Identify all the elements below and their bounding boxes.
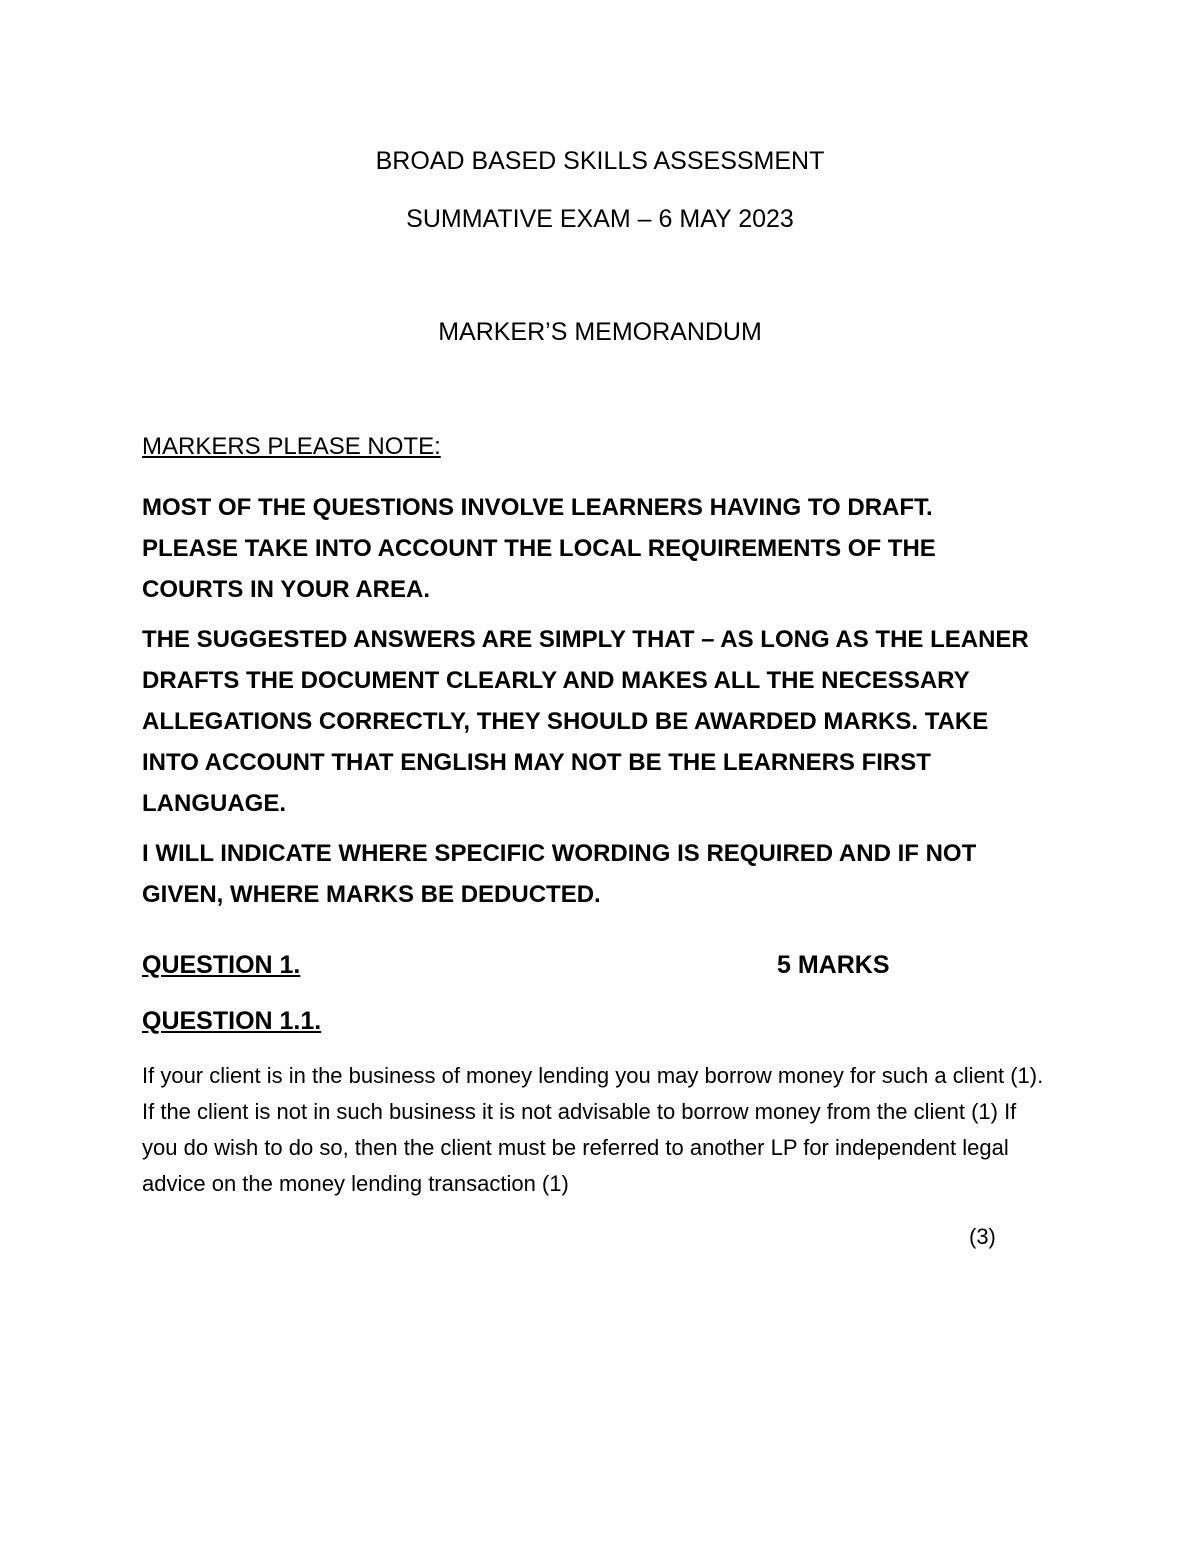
note-paragraph-3: I WILL INDICATE WHERE SPECIFIC WORDING IS REQUIRED AND IF NOT GIVEN, WHERE MARKS BE DEDUCTED. (142, 840, 977, 908)
memorandum-title: MARKER’S MEMORANDUM (438, 318, 762, 346)
notes-section (142, 487, 1062, 915)
note-paragraph-2: THE SUGGESTED ANSWERS ARE SIMPLY THAT – AS LONG AS THE LEANER DRAFTS THE DOCUMENT CLEARLY AND MAKES ALL THE NECESSARY ALLEGATIONS CORRECTLY, THEY SHOULD BE AWARDED MARKS. TAKE INTO ACCOUNT THAT ENGLISH MAY NOT BE THE LEARNERS FIRST LANGUAGE. (142, 626, 1029, 817)
question-1-1-answer: If your client is in the business of money lending you may borrow money for such a client (1). If the client is not in such business it is not advisable to borrow money from the client (1) If you do wish to do so, then the client must be referred to another LP for independent legal advice on the money lending transaction (1) (142, 1063, 1044, 1196)
question-1-marks: 5 MARKS (777, 951, 890, 979)
question-1-heading: QUESTION 1. (142, 951, 301, 979)
question-1-1-answer-block (142, 1058, 1057, 1202)
markers-note-heading: MARKERS PLEASE NOTE: (142, 433, 441, 460)
note-paragraph-1: MOST OF THE QUESTIONS INVOLVE LEARNERS HAVING TO DRAFT. PLEASE TAKE INTO ACCOUNT THE LOCAL REQUIREMENTS OF THE COURTS IN YOUR AREA. (142, 494, 936, 603)
question-1-1-heading: QUESTION 1.1. (142, 1007, 322, 1035)
question-1-1-mark-total: (3) (969, 1224, 996, 1249)
document-title: BROAD BASED SKILLS ASSESSMENT (375, 147, 825, 175)
exam-date-title: SUMMATIVE EXAM – 6 MAY 2023 (406, 205, 794, 233)
